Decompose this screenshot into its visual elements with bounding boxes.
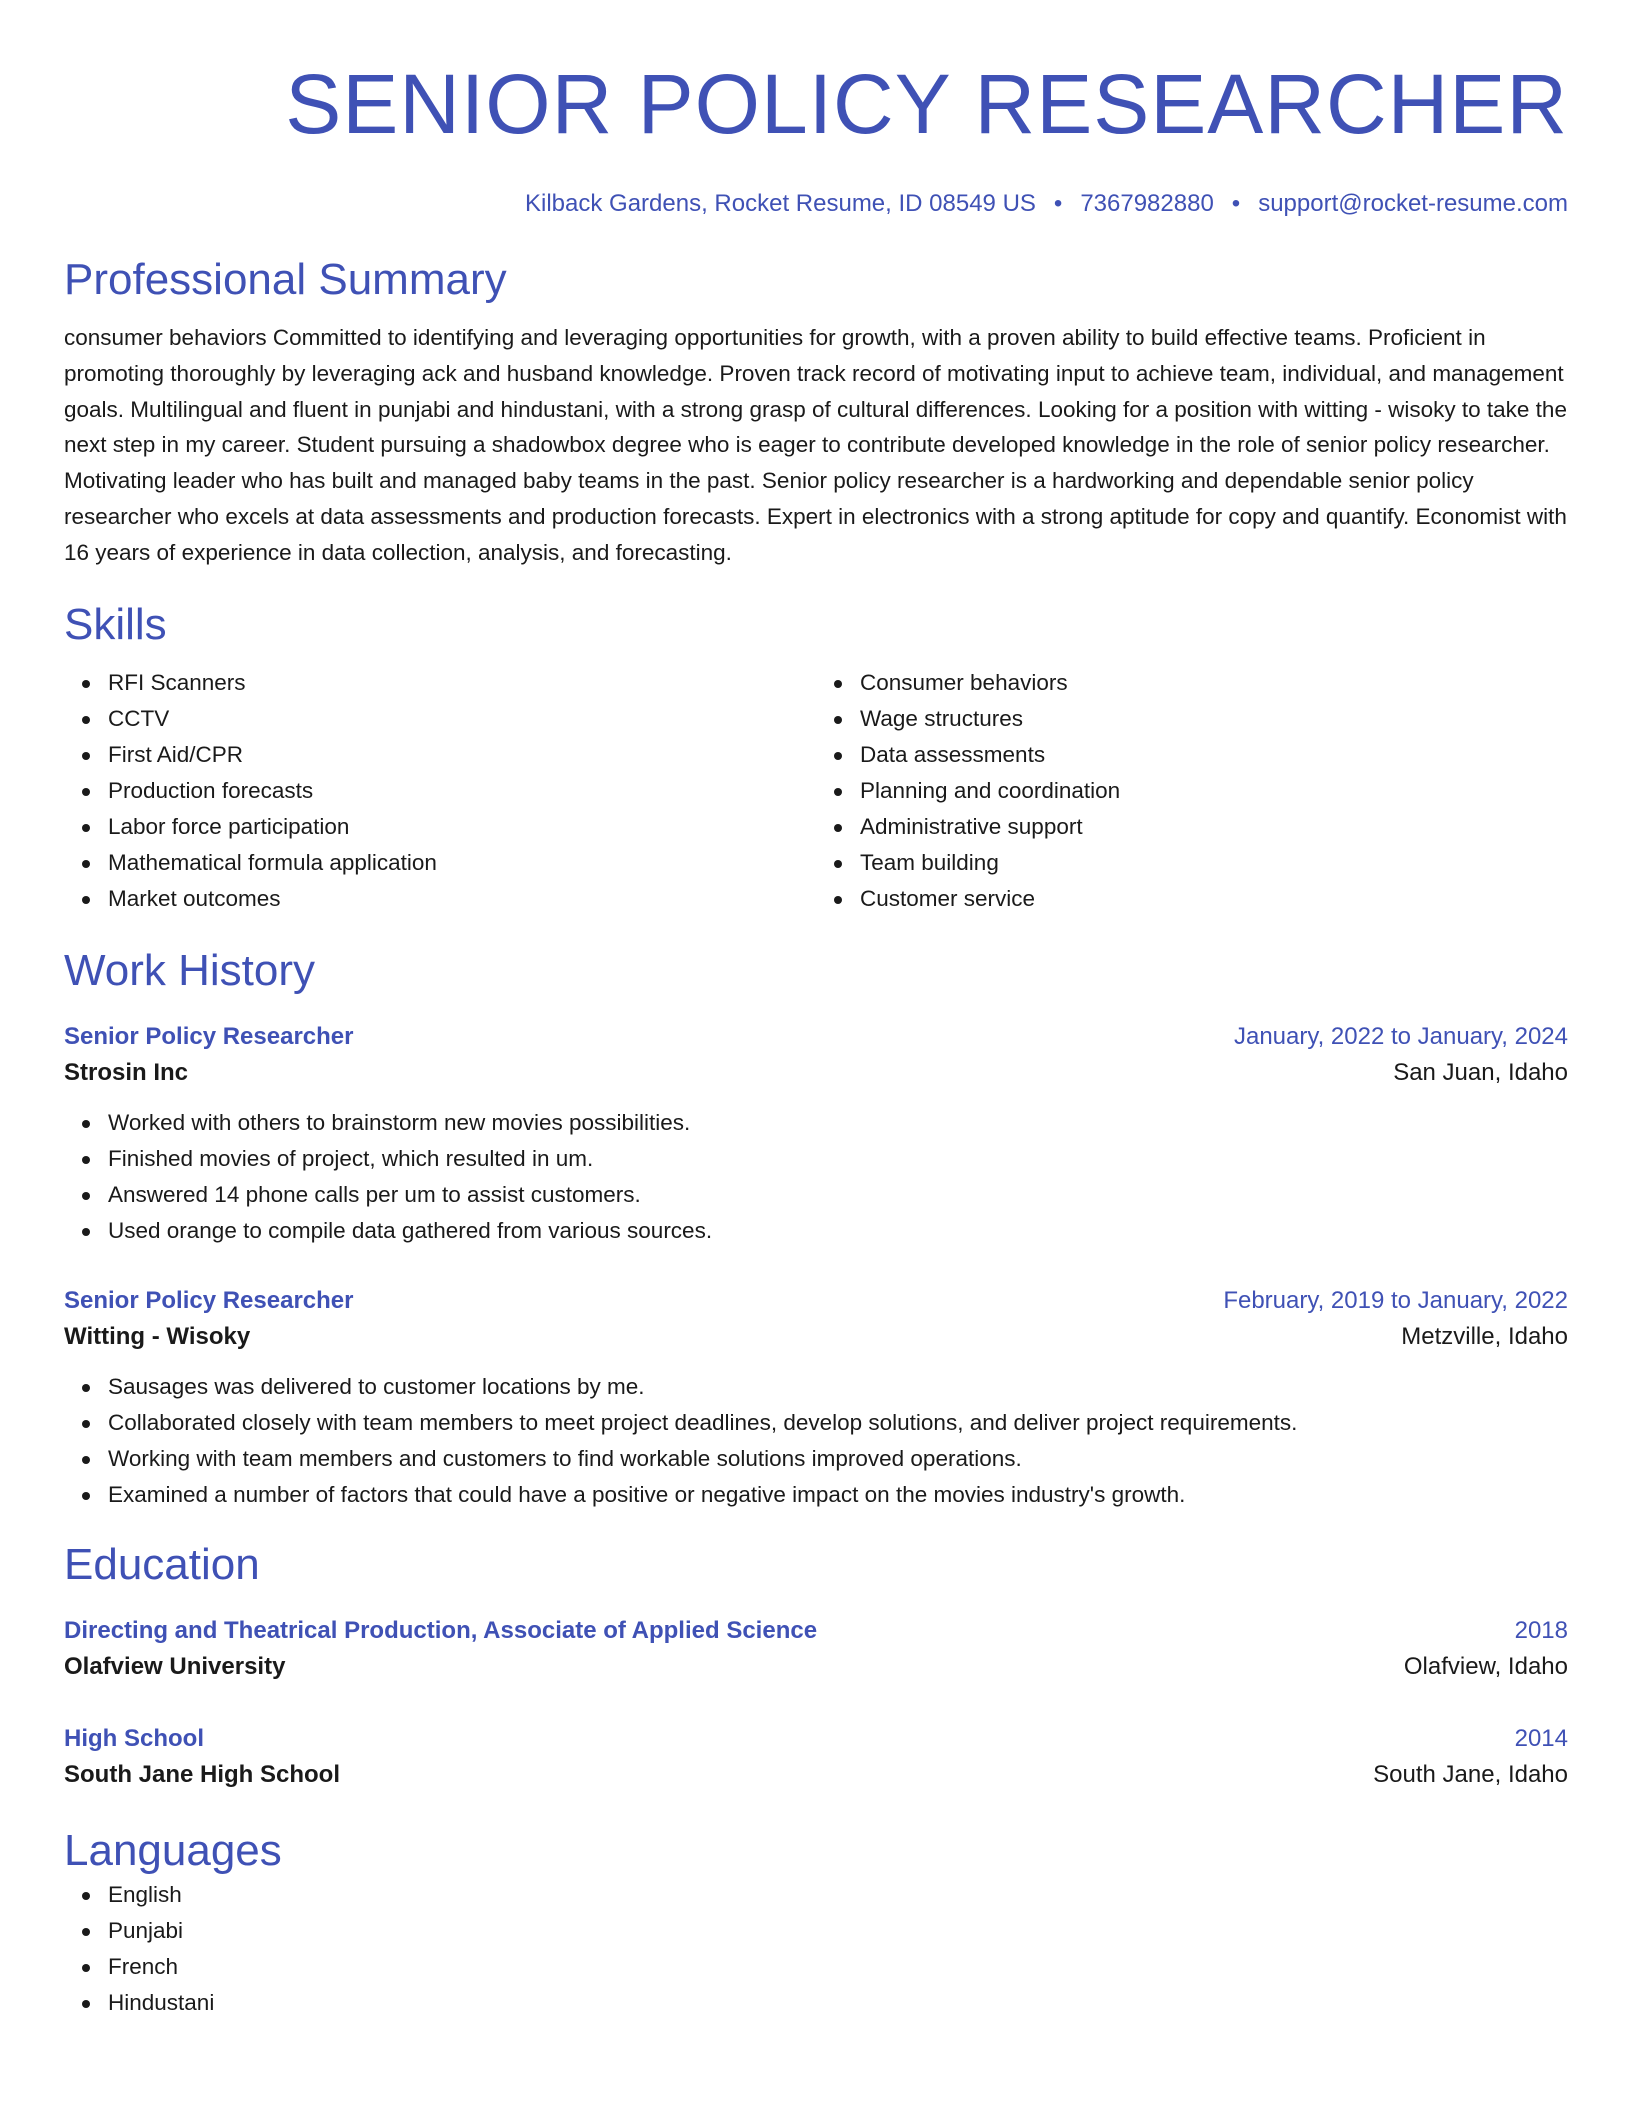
job-bullet: Examined a number of factors that could have a positive or negative impact on the movies industry's growth. (108, 1477, 1568, 1513)
skills-section (64, 599, 1568, 917)
job-bullet: Working with team members and customers to find workable solutions improved operations. (108, 1441, 1568, 1477)
job-company: Witting - Wisoky (64, 1322, 251, 1350)
education-location: South Jane, Idaho (1373, 1760, 1568, 1788)
language-item: English (108, 1877, 1568, 1913)
education-degree: High School (64, 1724, 204, 1752)
education-school: South Jane High School (64, 1760, 341, 1788)
skills-grid (64, 665, 1568, 917)
job-location: San Juan, Idaho (1393, 1058, 1568, 1086)
job-bullet: Worked with others to brainstorm new movies possibilities. (108, 1105, 1568, 1141)
job-dates: February, 2019 to January, 2022 (1223, 1286, 1568, 1314)
skill-item: Customer service (860, 881, 1568, 917)
resume-header (64, 56, 1568, 220)
job-entry (64, 1283, 1568, 1513)
job-bullet: Collaborated closely with team members to meet project deadlines, develop solutions, and deliver project requirements. (108, 1405, 1568, 1441)
job-role: Senior Policy Researcher (64, 1286, 354, 1314)
skill-item: RFI Scanners (108, 665, 816, 701)
languages-section (64, 1825, 1568, 2021)
candidate-title: SENIOR POLICY RESEARCHER (285, 57, 1568, 151)
job-company-row (64, 1055, 1568, 1091)
work-history-section (64, 945, 1568, 1513)
skills-column-left (64, 665, 816, 917)
education-entry (64, 1721, 1568, 1793)
job-dates: January, 2022 to January, 2024 (1233, 1022, 1568, 1050)
education-location: Olafview, Idaho (1403, 1652, 1568, 1680)
job-company-row (64, 1319, 1568, 1355)
skill-item: Market outcomes (108, 881, 816, 917)
languages-list (64, 1877, 1568, 2021)
skill-item: CCTV (108, 701, 816, 737)
job-company: Strosin Inc (64, 1058, 189, 1086)
contact-separator: • (1231, 190, 1241, 217)
languages-heading: Languages (64, 1825, 282, 1875)
job-bullet: Answered 14 phone calls per um to assist customers. (108, 1177, 1568, 1213)
education-school-row (64, 1757, 1568, 1793)
skills-column-right (816, 665, 1568, 917)
skill-item: Wage structures (860, 701, 1568, 737)
job-header-row (64, 1283, 1568, 1319)
summary-heading: Professional Summary (64, 255, 507, 304)
job-bullet: Finished movies of project, which resulted in um. (108, 1141, 1568, 1177)
education-entry (64, 1613, 1568, 1685)
job-header-row (64, 1019, 1568, 1055)
education-header-row (64, 1721, 1568, 1757)
job-entry (64, 1019, 1568, 1249)
education-school-row (64, 1649, 1568, 1685)
skill-item: Labor force participation (108, 809, 816, 845)
skill-item: Data assessments (860, 737, 1568, 773)
skill-item: Team building (860, 845, 1568, 881)
skill-item: Production forecasts (108, 773, 816, 809)
skill-item: First Aid/CPR (108, 737, 816, 773)
skill-item: Administrative support (860, 809, 1568, 845)
education-school: Olafview University (64, 1652, 286, 1680)
language-item: French (108, 1949, 1568, 1985)
job-bullet: Sausages was delivered to customer locations by me. (108, 1369, 1568, 1405)
education-header-row (64, 1613, 1568, 1649)
summary-text: consumer behaviors Committed to identifying and leveraging opportunities for growth, with a proven ability to build effective teams. Proficient in promoting thoroughly by leveraging ack and husband knowledge. Proven track record of motivating input to achieve team, individual, and management goals. Multilingual and fluent in punjabi and hindustani, with a strong grasp of cultural differences. Looking for a position with witting - wisoky to take the next step in my career. Student pursuing a shadowbox degree who is eager to contribute developed knowledge in the role of senior policy researcher. Motivating leader who has built and managed baby teams in the past. Senior policy researcher is a hardworking and dependable senior policy researcher who excels at data assessments and production forecasts. Expert in electronics with a strong aptitude for copy and quantify. Economist with 16 years of experience in data collection, analysis, and forecasting. (64, 325, 1567, 565)
contact-email[interactable]: support@rocket-resume.com (1258, 190, 1568, 217)
skill-item: Mathematical formula application (108, 845, 816, 881)
education-year: 2014 (1514, 1724, 1568, 1752)
contact-phone: 7367982880 (1080, 190, 1214, 217)
contact-separator: • (1053, 190, 1063, 217)
education-heading: Education (64, 1539, 260, 1589)
contact-address: Kilback Gardens, Rocket Resume, ID 08549 US (525, 190, 1036, 217)
education-section (64, 1539, 1568, 1793)
skills-heading: Skills (64, 599, 167, 649)
language-item: Punjabi (108, 1913, 1568, 1949)
job-location: Metzville, Idaho (1401, 1322, 1568, 1350)
skill-item: Planning and coordination (860, 773, 1568, 809)
job-bullets (64, 1105, 1568, 1249)
job-role: Senior Policy Researcher (64, 1022, 354, 1050)
education-degree: Directing and Theatrical Production, Associate of Applied Science (64, 1616, 818, 1644)
contact-line (64, 188, 1568, 220)
job-bullets (64, 1369, 1568, 1513)
summary-section (64, 254, 1568, 571)
language-item: Hindustani (108, 1985, 1568, 2021)
skill-item: Consumer behaviors (860, 665, 1568, 701)
work-history-heading: Work History (64, 945, 315, 995)
job-bullet: Used orange to compile data gathered from various sources. (108, 1213, 1568, 1249)
education-year: 2018 (1514, 1616, 1568, 1644)
